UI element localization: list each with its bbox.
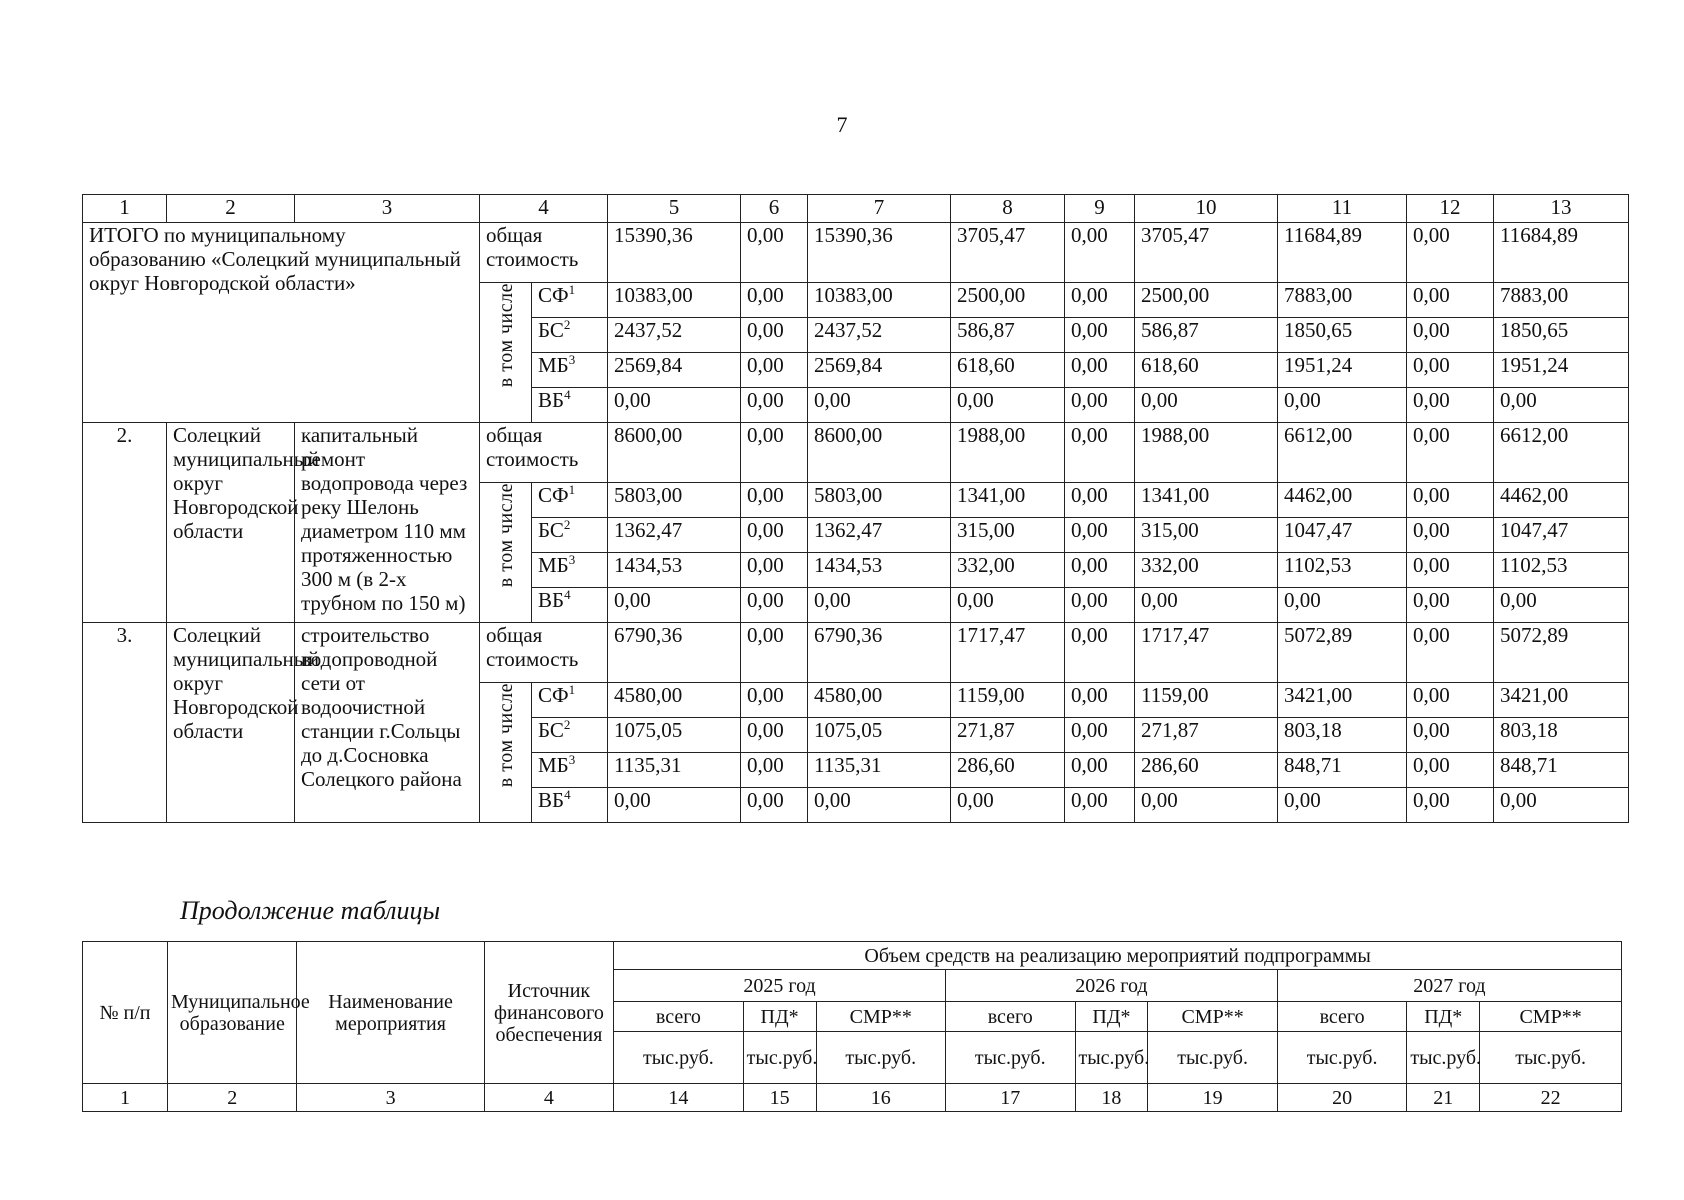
value-cell: 1135,31	[808, 753, 951, 788]
value-cell: 0,00	[1135, 788, 1278, 823]
value-cell: 315,00	[951, 518, 1065, 553]
value-cell: 7883,00	[1494, 283, 1629, 318]
total-value: 15390,36	[808, 223, 951, 283]
value-cell: 0,00	[741, 318, 808, 353]
column-number: 4	[484, 1084, 614, 1112]
column-number: 21	[1407, 1084, 1480, 1112]
value-cell: 0,00	[1407, 388, 1494, 423]
value-cell: 0,00	[1065, 283, 1135, 318]
value-cell: 0,00	[741, 518, 808, 553]
value-cell: 0,00	[1407, 588, 1494, 623]
value-cell: 0,00	[741, 788, 808, 823]
header-volume: Объем средств на реализацию мероприятий подпрограммы	[614, 942, 1622, 970]
source-footnote-ref: 3	[568, 752, 576, 767]
unit: тыс.руб.	[743, 1032, 816, 1084]
total-value: 8600,00	[808, 423, 951, 483]
value-cell: 1341,00	[1135, 483, 1278, 518]
value-cell: 4462,00	[1494, 483, 1629, 518]
value-cell: 1047,47	[1278, 518, 1407, 553]
item-event: строительство водопроводной сети от водоочистной станции г.Сольцы до д.Сосновка Солецкого района	[295, 623, 480, 823]
item-event: капитальный ремонт водопровода через реку Шелонь диаметром 110 мм протяженностью 300 м (в 2-х трубном по 150 м)	[295, 423, 480, 623]
vertical-label: в том числе	[494, 683, 517, 788]
value-cell: 1434,53	[608, 553, 741, 588]
value-cell: 0,00	[741, 353, 808, 388]
column-number: 8	[951, 195, 1065, 223]
value-cell: 1850,65	[1278, 318, 1407, 353]
value-cell: 1341,00	[951, 483, 1065, 518]
total-value: 6612,00	[1494, 423, 1629, 483]
column-number: 17	[946, 1084, 1076, 1112]
sub-smr: СМР**	[1480, 1002, 1622, 1032]
column-number: 15	[743, 1084, 816, 1112]
continuation-caption: Продолжение таблицы	[180, 896, 441, 925]
total-value: 0,00	[1065, 623, 1135, 683]
source-footnote-ref: 4	[564, 587, 571, 602]
value-cell: 2569,84	[608, 353, 741, 388]
value-cell: 2569,84	[808, 353, 951, 388]
total-value: 5072,89	[1494, 623, 1629, 683]
header-event: Наименование мероприятия	[297, 942, 484, 1084]
column-number: 2	[167, 195, 295, 223]
total-value: 1988,00	[1135, 423, 1278, 483]
total-value: 8600,00	[608, 423, 741, 483]
value-cell: 0,00	[1135, 588, 1278, 623]
vertical-label-cell	[480, 483, 532, 623]
value-cell: 0,00	[1407, 753, 1494, 788]
value-cell: 4580,00	[808, 683, 951, 718]
value-cell: 0,00	[1065, 318, 1135, 353]
value-cell: 0,00	[951, 788, 1065, 823]
source-cell	[532, 388, 608, 423]
year-2025: 2025 год	[614, 970, 946, 1002]
value-cell: 0,00	[1407, 683, 1494, 718]
value-cell: 1159,00	[951, 683, 1065, 718]
value-cell: 0,00	[1278, 388, 1407, 423]
total-value: 1717,47	[1135, 623, 1278, 683]
source-code: СФ	[538, 283, 569, 307]
sub-all: всего	[946, 1002, 1076, 1032]
value-cell: 1075,05	[808, 718, 951, 753]
total-value: 6790,36	[808, 623, 951, 683]
source-cell	[532, 553, 608, 588]
value-cell: 4580,00	[608, 683, 741, 718]
value-cell: 1434,53	[808, 553, 951, 588]
column-number: 1	[83, 1084, 168, 1112]
total-value: 11684,89	[1494, 223, 1629, 283]
value-cell: 586,87	[951, 318, 1065, 353]
value-cell: 0,00	[1407, 553, 1494, 588]
total-value: 0,00	[1407, 623, 1494, 683]
column-number: 5	[608, 195, 741, 223]
source-code: МБ	[538, 353, 569, 377]
unit: тыс.руб.	[946, 1032, 1076, 1084]
value-cell: 0,00	[741, 283, 808, 318]
value-cell: 332,00	[1135, 553, 1278, 588]
column-number: 13	[1494, 195, 1629, 223]
value-cell: 0,00	[1407, 353, 1494, 388]
column-number: 22	[1480, 1084, 1622, 1112]
source-footnote-ref: 2	[563, 717, 571, 732]
total-value: 0,00	[741, 223, 808, 283]
value-cell: 0,00	[741, 753, 808, 788]
total-value: 0,00	[1407, 223, 1494, 283]
value-cell: 0,00	[1407, 318, 1494, 353]
source-code: БС	[538, 318, 564, 342]
value-cell: 0,00	[741, 483, 808, 518]
value-cell: 0,00	[1135, 388, 1278, 423]
value-cell: 1362,47	[808, 518, 951, 553]
value-cell: 1047,47	[1494, 518, 1629, 553]
value-cell: 4462,00	[1278, 483, 1407, 518]
source-footnote-ref: 1	[568, 682, 576, 697]
value-cell: 5803,00	[608, 483, 741, 518]
source-cell	[532, 283, 608, 318]
sub-smr: СМР**	[816, 1002, 946, 1032]
unit: тыс.руб.	[1148, 1032, 1278, 1084]
value-cell: 0,00	[741, 588, 808, 623]
unit: тыс.руб.	[816, 1032, 946, 1084]
value-cell: 286,60	[1135, 753, 1278, 788]
value-cell: 1102,53	[1278, 553, 1407, 588]
column-number: 12	[1407, 195, 1494, 223]
source-code: МБ	[538, 753, 569, 777]
column-number: 19	[1148, 1084, 1278, 1112]
column-number: 7	[808, 195, 951, 223]
sub-smr: СМР**	[1148, 1002, 1278, 1032]
source-footnote-ref: 1	[568, 282, 576, 297]
source-footnote-ref: 3	[568, 552, 576, 567]
value-cell: 1362,47	[608, 518, 741, 553]
value-cell: 0,00	[808, 388, 951, 423]
total-value: 3705,47	[1135, 223, 1278, 283]
column-number: 6	[741, 195, 808, 223]
value-cell: 0,00	[1278, 788, 1407, 823]
column-number: 20	[1277, 1084, 1407, 1112]
source-code: ВБ	[538, 788, 565, 812]
vertical-label: в том числе	[494, 483, 517, 588]
value-cell: 0,00	[1407, 283, 1494, 318]
value-cell: 618,60	[951, 353, 1065, 388]
value-cell: 1951,24	[1494, 353, 1629, 388]
total-value: 0,00	[1407, 423, 1494, 483]
value-cell: 0,00	[1065, 718, 1135, 753]
source-total: общая стоимость	[480, 623, 608, 683]
unit: тыс.руб.	[614, 1032, 744, 1084]
source-footnote-ref: 1	[568, 482, 576, 497]
total-label: ИТОГО по муниципальному образованию «Солецкий муниципальный округ Новгородской области»	[83, 223, 480, 423]
value-cell: 271,87	[951, 718, 1065, 753]
vertical-label-cell	[480, 683, 532, 823]
total-value: 0,00	[741, 623, 808, 683]
value-cell: 2437,52	[608, 318, 741, 353]
column-number: 10	[1135, 195, 1278, 223]
value-cell: 618,60	[1135, 353, 1278, 388]
source-cell	[532, 753, 608, 788]
source-code: СФ	[538, 483, 569, 507]
unit: тыс.руб.	[1407, 1032, 1480, 1084]
unit: тыс.руб.	[1075, 1032, 1148, 1084]
value-cell: 1951,24	[1278, 353, 1407, 388]
total-value: 6612,00	[1278, 423, 1407, 483]
value-cell: 0,00	[1065, 753, 1135, 788]
value-cell: 0,00	[608, 388, 741, 423]
value-cell: 0,00	[741, 388, 808, 423]
value-cell: 0,00	[951, 388, 1065, 423]
value-cell: 315,00	[1135, 518, 1278, 553]
value-cell: 1850,65	[1494, 318, 1629, 353]
column-number: 9	[1065, 195, 1135, 223]
column-number: 2	[167, 1084, 297, 1112]
value-cell: 0,00	[1065, 553, 1135, 588]
column-number: 3	[295, 195, 480, 223]
sub-pd: ПД*	[1075, 1002, 1148, 1032]
source-footnote-ref: 4	[564, 787, 571, 802]
value-cell: 586,87	[1135, 318, 1278, 353]
total-value: 0,00	[741, 423, 808, 483]
source-footnote-ref: 2	[563, 317, 571, 332]
value-cell: 0,00	[1065, 788, 1135, 823]
source-footnote-ref: 3	[568, 352, 576, 367]
value-cell: 0,00	[808, 588, 951, 623]
value-cell: 0,00	[1494, 388, 1629, 423]
column-number: 14	[614, 1084, 744, 1112]
item-municipality: Солецкий муниципальный округ Новгородской области	[167, 423, 295, 623]
value-cell: 848,71	[1494, 753, 1629, 788]
source-cell	[532, 353, 608, 388]
sub-pd: ПД*	[743, 1002, 816, 1032]
column-number: 11	[1278, 195, 1407, 223]
value-cell: 0,00	[608, 788, 741, 823]
total-value: 0,00	[1065, 423, 1135, 483]
sub-pd: ПД*	[1407, 1002, 1480, 1032]
value-cell: 1075,05	[608, 718, 741, 753]
value-cell: 10383,00	[808, 283, 951, 318]
vertical-label-cell	[480, 283, 532, 423]
total-value: 1717,47	[951, 623, 1065, 683]
value-cell: 0,00	[1494, 588, 1629, 623]
total-value: 5072,89	[1278, 623, 1407, 683]
unit: тыс.руб.	[1277, 1032, 1407, 1084]
source-cell	[532, 518, 608, 553]
year-2026: 2026 год	[946, 970, 1278, 1002]
value-cell: 2500,00	[1135, 283, 1278, 318]
value-cell: 0,00	[1407, 483, 1494, 518]
column-number: 18	[1075, 1084, 1148, 1112]
value-cell: 0,00	[1065, 588, 1135, 623]
source-total: общая стоимость	[480, 423, 608, 483]
value-cell: 2500,00	[951, 283, 1065, 318]
source-code: СФ	[538, 683, 569, 707]
value-cell: 0,00	[1065, 483, 1135, 518]
value-cell: 271,87	[1135, 718, 1278, 753]
value-cell: 332,00	[951, 553, 1065, 588]
total-value: 15390,36	[608, 223, 741, 283]
source-footnote-ref: 2	[563, 517, 571, 532]
total-value: 0,00	[1065, 223, 1135, 283]
value-cell: 0,00	[608, 588, 741, 623]
unit: тыс.руб.	[1480, 1032, 1622, 1084]
column-number: 4	[480, 195, 608, 223]
value-cell: 7883,00	[1278, 283, 1407, 318]
value-cell: 1159,00	[1135, 683, 1278, 718]
source-cell	[532, 788, 608, 823]
item-number: 2.	[83, 423, 167, 623]
value-cell: 1102,53	[1494, 553, 1629, 588]
source-total: общая стоимость	[480, 223, 608, 283]
value-cell: 0,00	[1407, 788, 1494, 823]
value-cell: 0,00	[1065, 388, 1135, 423]
source-code: БС	[538, 518, 564, 542]
value-cell: 0,00	[741, 553, 808, 588]
value-cell: 0,00	[1065, 353, 1135, 388]
value-cell: 0,00	[951, 588, 1065, 623]
page-number: 7	[836, 112, 848, 137]
value-cell: 0,00	[1065, 518, 1135, 553]
value-cell: 1135,31	[608, 753, 741, 788]
total-value: 1988,00	[951, 423, 1065, 483]
value-cell: 2437,52	[808, 318, 951, 353]
header-municipality: Муниципальное образование	[167, 942, 297, 1084]
value-cell: 10383,00	[608, 283, 741, 318]
source-code: МБ	[538, 553, 569, 577]
value-cell: 848,71	[1278, 753, 1407, 788]
value-cell: 0,00	[1494, 788, 1629, 823]
value-cell: 0,00	[1407, 518, 1494, 553]
source-code: ВБ	[538, 388, 565, 412]
item-number: 3.	[83, 623, 167, 823]
value-cell: 3421,00	[1494, 683, 1629, 718]
sub-all: всего	[1277, 1002, 1407, 1032]
source-code: БС	[538, 718, 564, 742]
source-cell	[532, 318, 608, 353]
value-cell: 5803,00	[808, 483, 951, 518]
total-value: 3705,47	[951, 223, 1065, 283]
year-2027: 2027 год	[1277, 970, 1621, 1002]
item-municipality: Солецкий муниципальный округ Новгородской области	[167, 623, 295, 823]
source-cell	[532, 483, 608, 518]
source-cell	[532, 683, 608, 718]
column-number: 1	[83, 195, 167, 223]
source-cell	[532, 588, 608, 623]
source-code: ВБ	[538, 588, 565, 612]
total-value: 6790,36	[608, 623, 741, 683]
value-cell: 0,00	[741, 683, 808, 718]
value-cell: 0,00	[808, 788, 951, 823]
value-cell: 803,18	[1278, 718, 1407, 753]
column-number: 3	[297, 1084, 484, 1112]
column-number: 16	[816, 1084, 946, 1112]
value-cell: 803,18	[1494, 718, 1629, 753]
value-cell: 286,60	[951, 753, 1065, 788]
vertical-label: в том числе	[494, 283, 517, 388]
source-footnote-ref: 4	[564, 387, 571, 402]
funding-table	[82, 194, 1629, 823]
header-num: № п/п	[83, 942, 168, 1084]
value-cell: 0,00	[1278, 588, 1407, 623]
sub-all: всего	[614, 1002, 744, 1032]
header-source: Источник финансового обеспечения	[484, 942, 614, 1084]
value-cell: 0,00	[1065, 683, 1135, 718]
continuation-table	[82, 941, 1622, 1112]
total-value: 11684,89	[1278, 223, 1407, 283]
source-cell	[532, 718, 608, 753]
value-cell: 3421,00	[1278, 683, 1407, 718]
value-cell: 0,00	[1407, 718, 1494, 753]
value-cell: 0,00	[741, 718, 808, 753]
